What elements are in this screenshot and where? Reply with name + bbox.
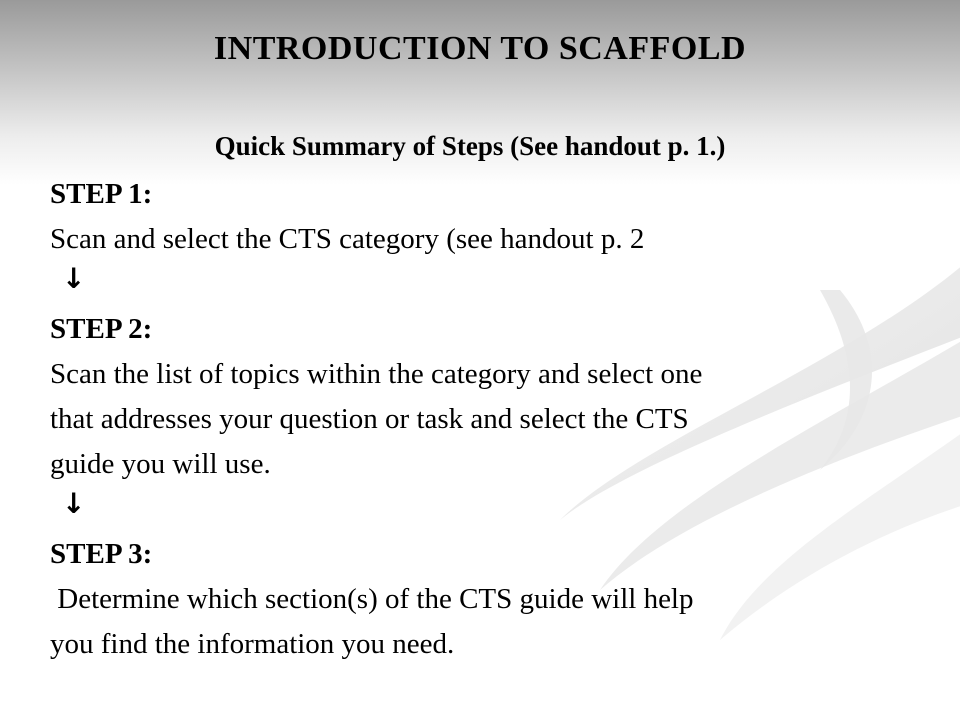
slide-subtitle: Quick Summary of Steps (See handout p. 1.) [214,131,726,161]
step-3-line: you find the information you need. [50,628,455,660]
slide-title: INTRODUCTION TO SCAFFOLD [213,30,747,67]
step-3-line: Determine which section(s) of the CTS guide will help [50,583,694,615]
step-3-label: STEP 3: [50,538,153,570]
step-1-line: Scan and select the CTS category (see handout p. 2 [50,223,645,255]
step-2-label: STEP 2: [50,313,153,345]
step-1-label: STEP 1: [50,178,153,210]
down-arrow-icon: ↓ [62,487,86,520]
down-arrow-icon: ↓ [62,262,86,295]
step-2-line: that addresses your question or task and select the CTS [50,403,689,435]
step-2-line: Scan the list of topics within the category and select one [50,358,703,390]
step-2-line: guide you will use. [50,448,271,480]
